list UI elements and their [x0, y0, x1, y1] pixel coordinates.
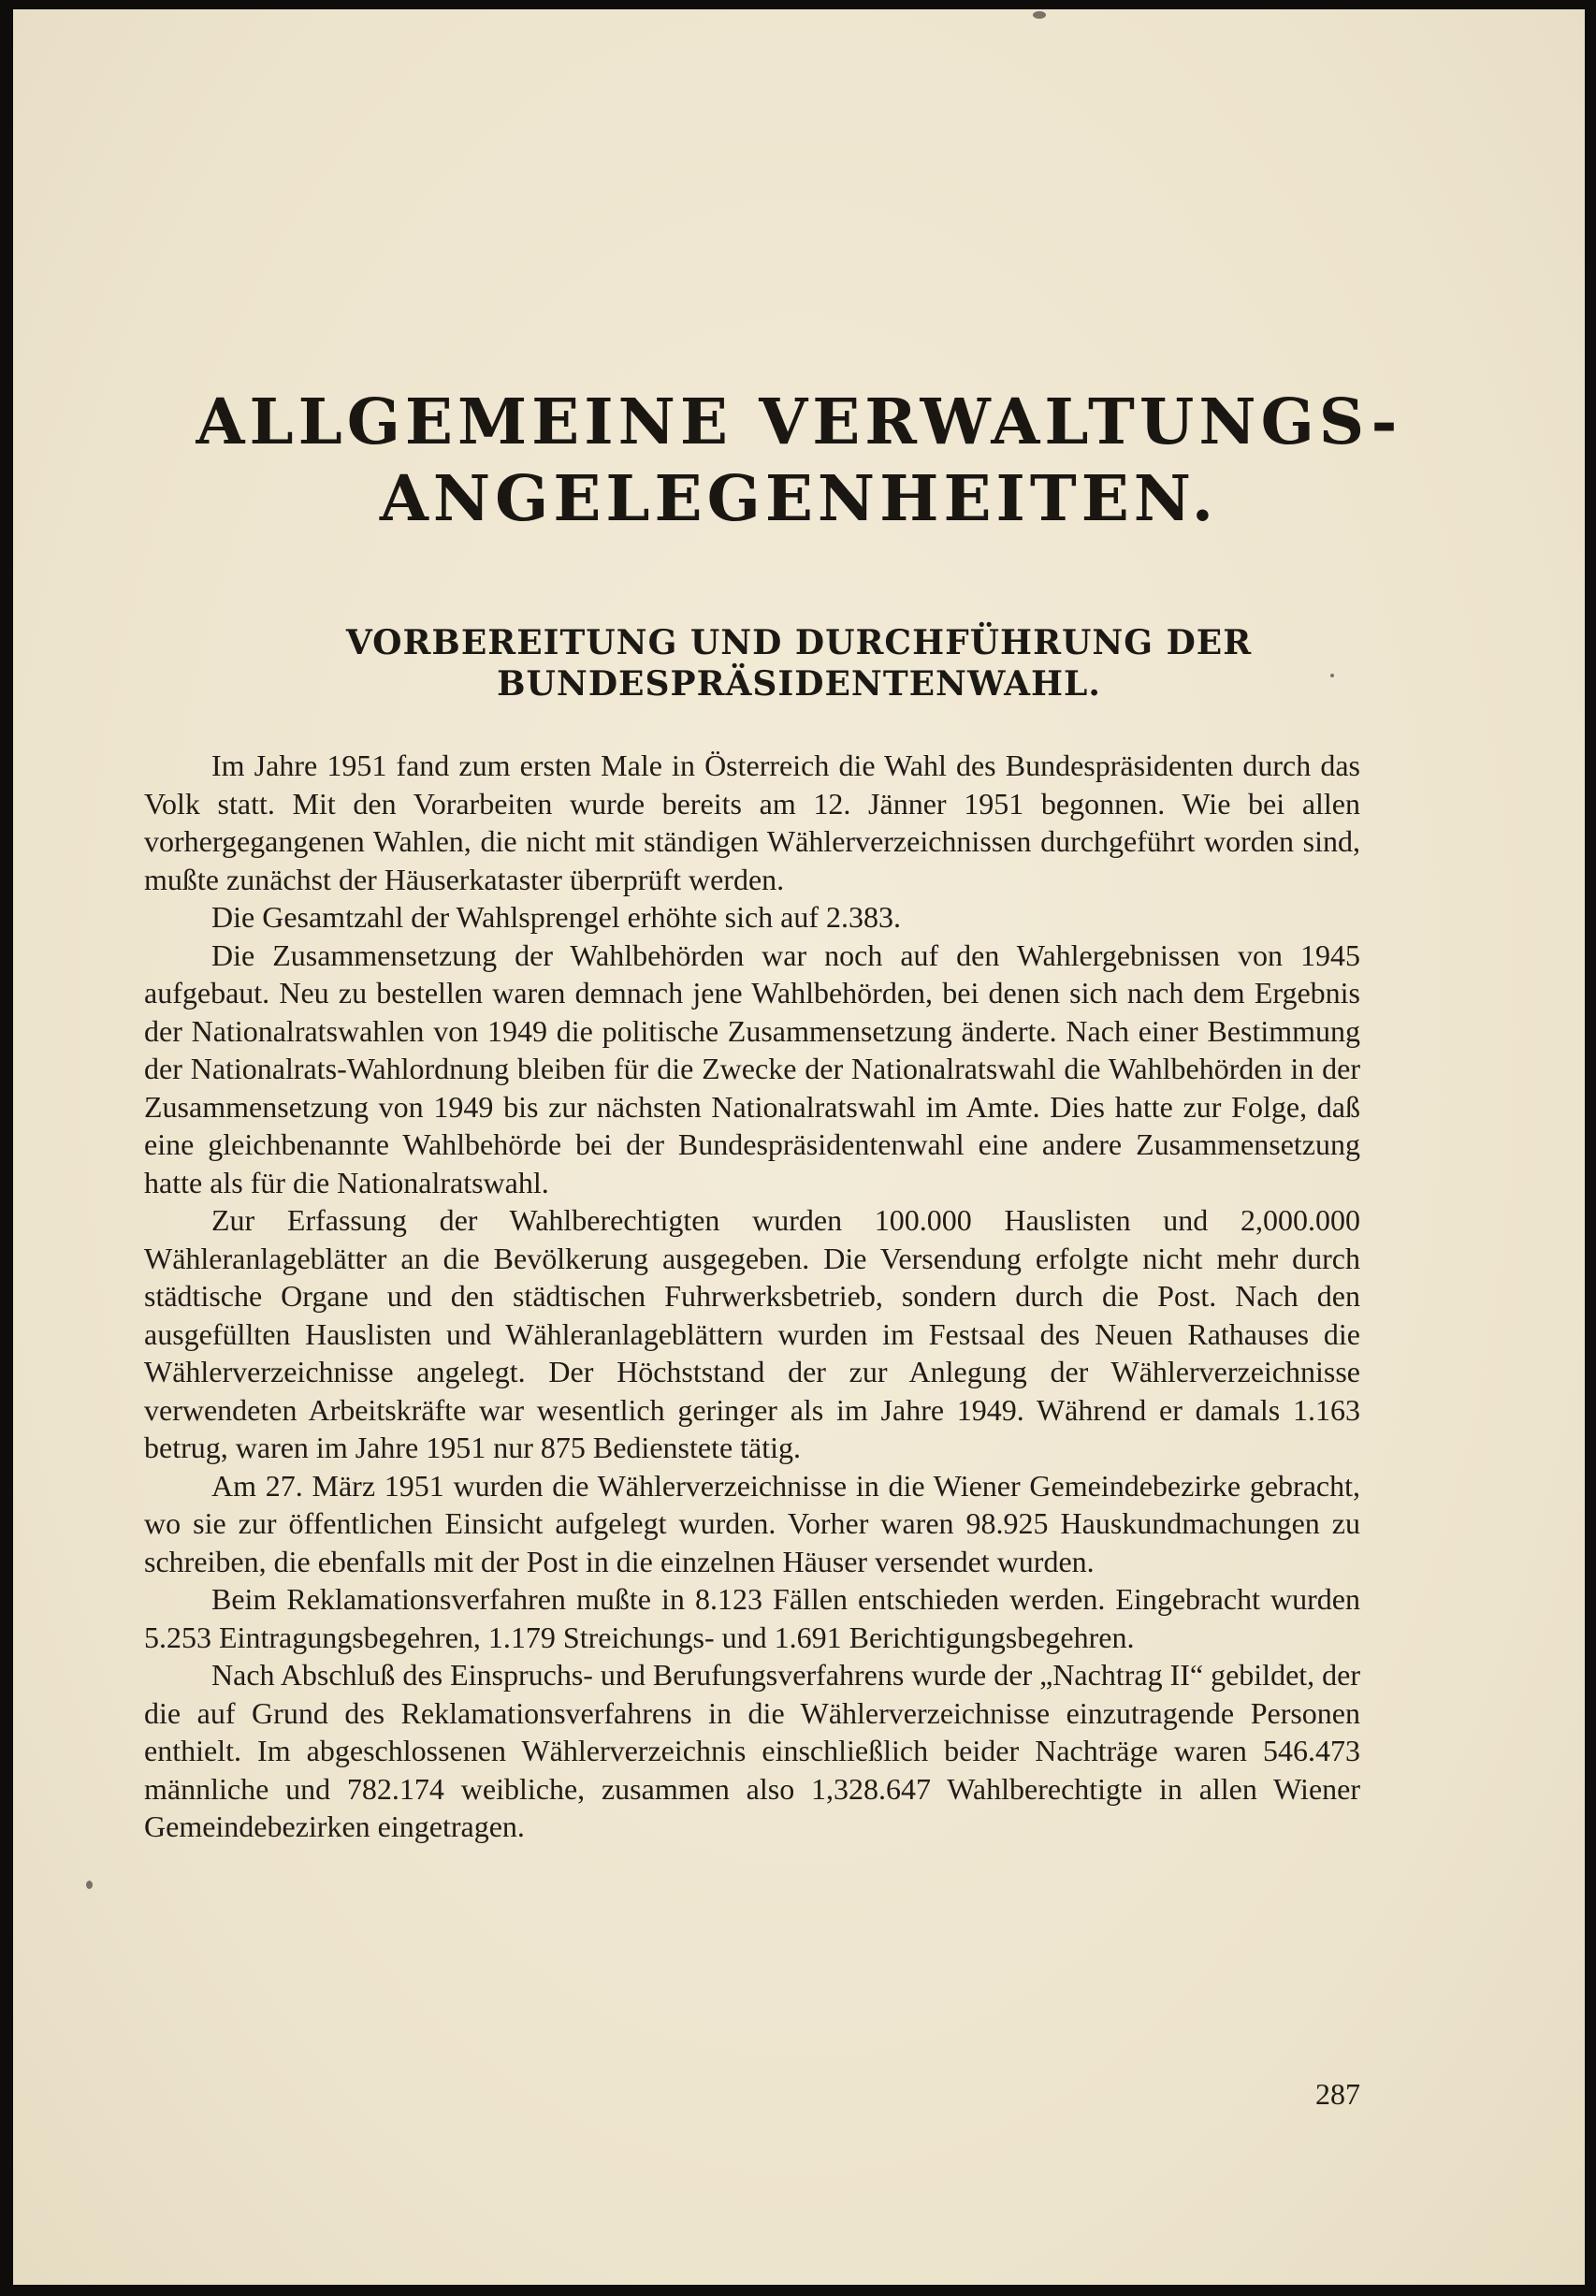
paragraph-2: Die Gesamtzahl der Wahlsprengel erhöhte sich auf 2.383. [211, 900, 902, 934]
main-title-line-2: ANGELEGENHEITEN. [379, 461, 1219, 535]
section-title-line-2: BUNDESPRÄSIDENTENWAHL. [497, 664, 1101, 704]
main-title-line-1: ALLGEMEINE VERWALTUNGS- [196, 385, 1402, 458]
paragraph-1: Im Jahre 1951 fand zum ersten Male in Österreich die Wahl des Bundespräsidenten durch das Volk statt. Mit den Vorarbeiten wurde bereits am 12. Jänner 1951 begonnen. Wie bei allen vorhergegangenen Wahlen, die nicht mit ständigen Wählerverzeichnissen durchgeführt worden sind, mußte zunächst der Häuserkataster überprüft werden. [144, 748, 1360, 896]
body-text [144, 747, 1360, 1846]
main-title [13, 384, 1585, 537]
paragraph-4: Zur Erfassung der Wahlberechtigten wurden 100.000 Hauslisten und 2,000.000 Wähleranlageblätter an die Bevölkerung ausgegeben. Die Versendung erfolgte nicht mehr durch städtische Organe und den städtischen Fuhrwerksbetrieb, sondern durch die Post. Nach den ausgefüllten Hauslisten und Wähleranlageblättern wurden im Festsaal des Neuen Rathauses die Wählerverzeichnisse angelegt. Der Höchststand der zur Anlegung der Wählerverzeichnisse verwendeten Arbeitskräfte war wesentlich geringer als im Jahre 1949. Während er damals 1.163 betrug, waren im Jahre 1951 nur 875 Bedienstete tätig. [144, 1203, 1360, 1464]
paper-speck [1033, 11, 1046, 19]
document-page [13, 9, 1585, 2285]
paragraph-5: Am 27. März 1951 wurden die Wählerverzeichnisse in die Wiener Gemeindebezirke gebracht, wo sie zur öffentlichen Einsicht aufgelegt wurden. Vorher waren 98.925 Hauskundmachungen zu schreiben, die ebenfalls mit der Post in die einzelnen Häuser versendet wurden. [144, 1468, 1360, 1578]
section-title-line-1: VORBEREITUNG UND DURCHFÜHRUNG DER [345, 623, 1253, 662]
page-number: 287 [1315, 2077, 1360, 2111]
paper-speck [86, 1881, 93, 1889]
section-title [13, 622, 1585, 705]
paragraph-7: Nach Abschluß des Einspruchs- und Berufungsverfahrens wurde der „Nachtrag II“ gebildet, der die auf Grund des Reklamationsverfahrens in die Wählerverzeichnisse einzutragende Personen enthielt. Im abgeschlossenen Wählerverzeichnis einschließlich beider Nachträge waren 546.473 männliche und 782.174 weibliche, zusammen also 1,328.647 Wahlberechtigte in allen Wiener Gemeindebezirken eingetragen. [144, 1658, 1361, 1843]
paragraph-6: Beim Reklamationsverfahren mußte in 8.123 Fällen entschieden werden. Eingebracht wurden 5.253 Eintragungsbegehren, 1.179 Streichungs- und 1.691 Berichtigungsbegehren. [144, 1582, 1360, 1654]
paragraph-3: Die Zusammensetzung der Wahlbehörden war noch auf den Wahlergebnissen von 1945 aufgebaut. Neu zu bestellen waren demnach jene Wahlbehörden, bei denen sich nach dem Ergebnis der Nationalratswahlen von 1949 die politische Zusammensetzung änderte. Nach einer Bestimmung der Nationalrats-Wahlordnung bleiben für die Zwecke der Nationalratswahl die Wahlbehörden in der Zusammensetzung von 1949 bis zur nächsten Nationalratswahl im Amte. Dies hatte zur Folge, daß eine gleichbenannte Wahlbehörde bei der Bundespräsidentenwahl eine andere Zusammensetzung hatte als für die Nationalratswahl. [144, 937, 1360, 1199]
paper-speck [1330, 674, 1334, 677]
